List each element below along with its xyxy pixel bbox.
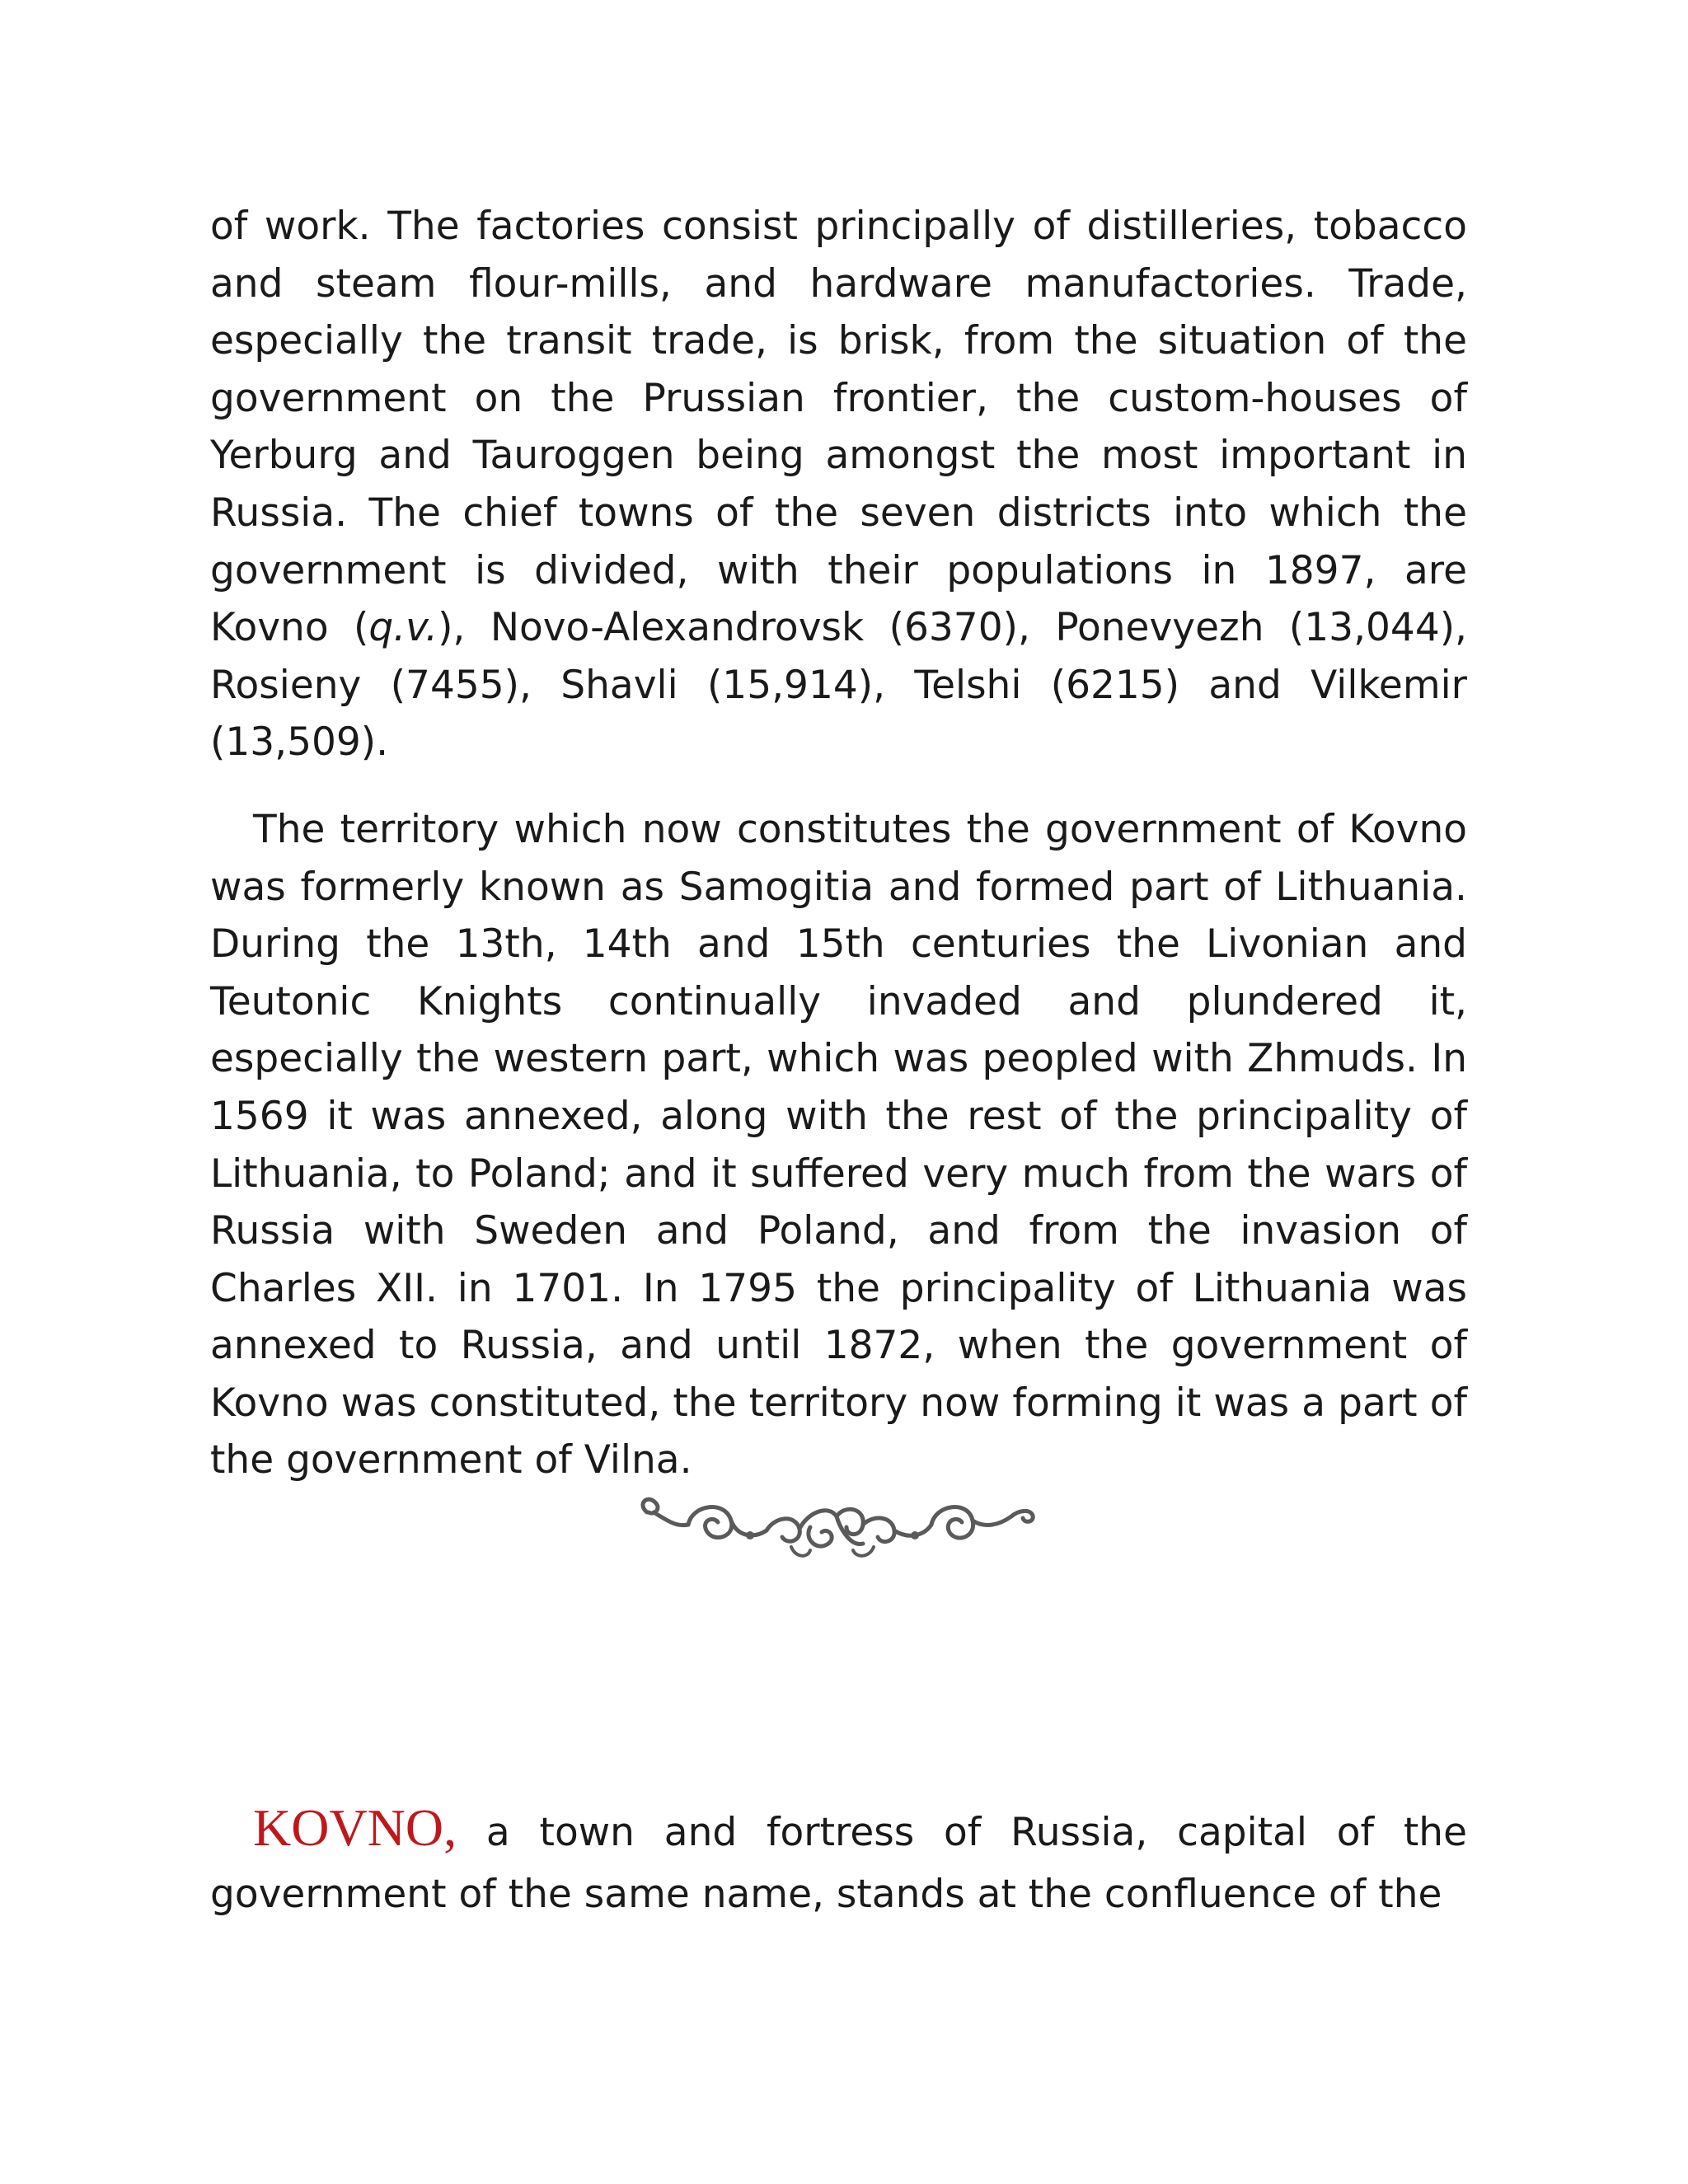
- encyclopedia-entry: [210, 1797, 1467, 1925]
- article-body: [210, 198, 1467, 1489]
- cross-reference: q.v.: [368, 605, 438, 651]
- paragraph-2: The territory which now constitutes the government of Kovno was formerly known as Samogitia and formed part of Lithuania. During the 13th, 14th and 15th centuries the Livonian and Teutonic Knights continually invaded and plundered it, especially the western part, which was peopled with Zhmuds. In 1569 it was annexed, along with the rest of the principality of Lithuania, to Poland; and it suffered very much from the wars of Russia with Sweden and Poland, and from the invasion of Charles XII. in 1701. In 1795 the principality of Lithuania was annexed to Russia, and until 1872, when the government of Kovno was constituted, the territory now forming it was a part of the government of Vilna.: [210, 806, 1467, 1483]
- entry-text: a town and fortress of Russia, capital of the government of the same name, stands at the confluence of the: [210, 1810, 1467, 1917]
- paragraph-1-text-b: ), Novo-Alexandrovsk (6370), Ponevyezh (13,044), Rosieny (7455), Shavli (15,914), Telshi (6215) and Vilkemir (13,509).: [210, 605, 1467, 766]
- paragraph-1: [210, 198, 1467, 771]
- entry-headword: KOVNO,: [253, 1798, 457, 1857]
- scroll-flourish-divider-icon: [631, 1479, 1043, 1570]
- paragraph-1-text-a: of work. The factories consist principally of distilleries, tobacco and steam flour-mills, and hardware manufactories. Trade, especially the transit trade, is brisk, from the situation of the government on the Prussian frontier, the custom-houses of Yerburg and Tauroggen being amongst the most important in Russia. The chief towns of the seven districts into which the government is divided, with their populations in 1897, are Kovno (: [210, 204, 1467, 651]
